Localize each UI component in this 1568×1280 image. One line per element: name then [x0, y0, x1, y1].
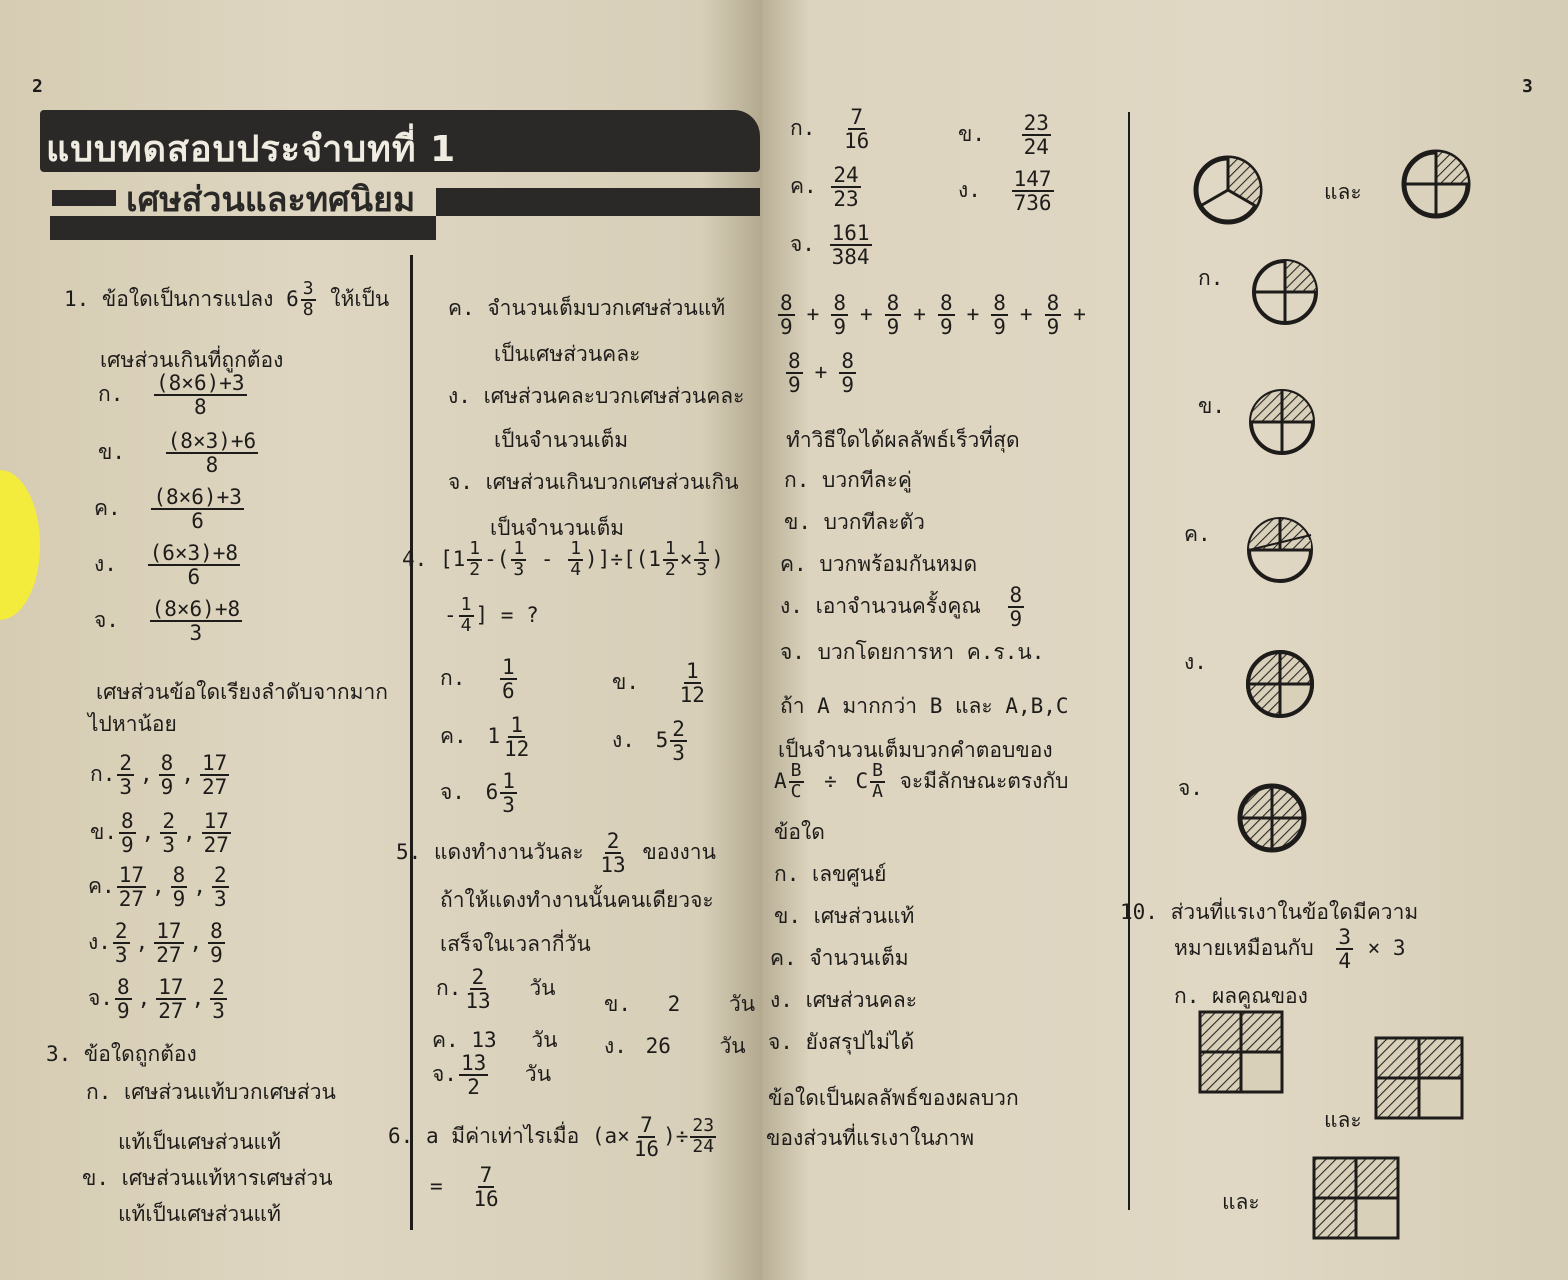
- q1-choice-e: จ. $\frac{(8\times 6)+8}{3}$: [94, 597, 241, 646]
- fraction: $\frac{8}{9}$: [939, 291, 953, 340]
- q2-choice: จ. $\frac{8}{9}$ , $\frac{17}{27}$ , $\frac{2}{3}$: [88, 975, 225, 1024]
- yellow-sticker: [0, 470, 40, 620]
- fraction: $\frac{8}{9}$: [788, 349, 801, 398]
- q8-choice-b: ข. เศษส่วนแท้: [774, 904, 915, 928]
- fraction: $\frac{8}{9}$: [833, 291, 846, 340]
- q8-choice-a: ก. เลขศูนย์: [774, 862, 887, 886]
- fraction: $\frac{8}{9}$: [886, 291, 900, 340]
- q3-stem: 3. ข้อใดถูกต้อง: [46, 1042, 197, 1066]
- q1-stem-line2: เศษส่วนเกินที่ถูกต้อง: [100, 348, 284, 372]
- fraction: $\frac{8}{9}$: [160, 751, 174, 800]
- fraction: $\frac{17}{27}$: [156, 919, 182, 968]
- q6-choice-c: ค. $\frac{24}{23}$: [790, 163, 859, 212]
- fraction: $\frac{2}{3}$: [114, 919, 128, 968]
- q7-choice-b: ข. บวกทีละตัว: [784, 510, 925, 534]
- fraction: $\frac{8}{9}$: [116, 975, 130, 1024]
- fraction: $\frac{17}{27}$: [203, 809, 229, 858]
- q9-circle-choice-d: [1248, 652, 1312, 716]
- q5-choice-a: ก. $\frac{2}{13}$ วัน: [436, 965, 556, 1014]
- plus-sign: +: [966, 302, 980, 327]
- plus-sign: +: [1019, 302, 1033, 327]
- choice-label: ค.: [88, 874, 115, 899]
- plus-sign: +: [859, 302, 873, 327]
- q9-circle-thirds: [1196, 158, 1260, 222]
- q9-and-label: และ: [1324, 180, 1362, 204]
- q1-choice-a: ก. $\frac{(8\times 6)+3}{8}$: [98, 371, 245, 420]
- fraction: $\frac{2}{3}$: [213, 863, 227, 912]
- q10-and-label-1: และ: [1324, 1108, 1362, 1132]
- fraction: $\frac{8}{9}$: [780, 291, 793, 340]
- q3-choice-b-line2: แท้เป็นเศษส่วนแท้: [118, 1202, 281, 1226]
- q6-choice-d: ง. $\frac{147}{736}$: [958, 167, 1052, 216]
- q7-choice-c: ค. บวกพร้อมกันหมด: [780, 552, 978, 576]
- q6-equation: = $\frac{7}{16}$: [430, 1163, 499, 1212]
- q1-choice-d: ง. $\frac{(6\times 3)+8}{6}$: [94, 541, 239, 590]
- q8-choice-c: ค. จำนวนเต็ม: [770, 946, 909, 970]
- q3-choice-c: ค. จำนวนเต็มบวกเศษส่วนแท้: [448, 296, 726, 320]
- q9-choice-b-label: ข.: [1198, 394, 1225, 418]
- fraction: $\frac{17}{27}$: [118, 863, 144, 912]
- q8-stem-line4: ข้อใด: [774, 820, 825, 844]
- q10-square-3: [1314, 1158, 1398, 1238]
- q5-choice-b: ข. 2 วัน: [604, 992, 756, 1016]
- q4-choice-d: ง. 5 $\frac{2}{3}$: [612, 717, 685, 766]
- q6-choice-a: ก. $\frac{7}{16}$: [790, 105, 870, 154]
- q7-choice-d: ง. เอาจำนวนครั้งคูณ $\frac{8}{9}$: [780, 583, 1023, 632]
- q6-choice-e: จ. $\frac{161}{384}$: [790, 221, 870, 270]
- q10-square-1: [1200, 1012, 1282, 1092]
- q2-choice: ก. $\frac{2}{3}$ , $\frac{8}{9}$ , $\frac{17}{27}$: [90, 751, 228, 800]
- choice-label: จ.: [88, 986, 113, 1011]
- q9-choice-d-label: ง.: [1184, 650, 1207, 674]
- fraction: $\frac{8}{9}$: [1046, 291, 1060, 340]
- q3-choice-a-line2: แท้เป็นเศษส่วนแท้: [118, 1130, 281, 1154]
- plus-sign: +: [1073, 302, 1086, 327]
- q5-stem-line2: ถ้าให้แดงทำงานนั้นคนเดียวจะ: [440, 888, 714, 912]
- q4-choice-b: ข. $\frac{1}{12}$: [612, 659, 705, 708]
- q8-expression: A $\frac{B}{C}$ ÷ C $\frac{B}{A}$ จะมีลักษณะตรงกับ: [774, 760, 1069, 802]
- fraction: $\frac{17}{27}$: [158, 975, 184, 1024]
- q8-choice-e: จ. ยังสรุปไม่ได้: [768, 1030, 915, 1054]
- q8-choice-d: ง. เศษส่วนคละ: [770, 988, 918, 1012]
- q10-choice-a: ก. ผลคูณของ: [1174, 984, 1308, 1008]
- q2-choice: ข. $\frac{8}{9}$ , $\frac{2}{3}$ , $\frac{17}{27}$: [90, 809, 229, 858]
- q9-circle-choice-b: [1251, 391, 1313, 453]
- q4-stem-line2: - $\frac{1}{4}$ ] = ?: [444, 594, 539, 636]
- q3-choice-e: จ. เศษส่วนเกินบวกเศษส่วนเกิน: [448, 470, 739, 494]
- chapter-subtitle: เศษส่วนและทศนิยม: [126, 180, 416, 220]
- q1-choice-c: ค. $\frac{(8\times 6)+3}{6}$: [94, 485, 242, 534]
- q4-choice-e: จ. 6 $\frac{1}{3}$: [440, 769, 515, 818]
- q9-circle-choice-e: [1240, 786, 1304, 850]
- fraction: $\frac{8}{9}$: [172, 863, 186, 912]
- choice-label: ง.: [88, 930, 111, 955]
- q4-choice-c: ค. 1 $\frac{1}{12}$: [440, 713, 530, 762]
- q9-circle-choice-a: [1254, 261, 1316, 323]
- fraction: $\frac{2}{3}$: [212, 975, 225, 1024]
- q3-choice-c-line2: เป็นเศษส่วนคละ: [494, 342, 641, 366]
- q6-stem: 6. a มีค่าเท่าไรเมื่อ (a× $\frac{7}{16}$ )÷ $\frac{23}{24}$: [388, 1113, 715, 1162]
- subtitle-bar-left: [52, 190, 116, 206]
- page-number-right: 3: [1522, 76, 1533, 97]
- fraction: $\frac{2}{3}$: [162, 809, 175, 858]
- q7-question: ทำวิธีใดได้ผลลัพธ์เร็วที่สุด: [786, 428, 1020, 452]
- q5-stem-line3: เสร็จในเวลากี่วัน: [440, 932, 591, 956]
- q7-choice-a: ก. บวกทีละคู่: [784, 468, 912, 492]
- q10-square-2: [1376, 1038, 1462, 1118]
- q9-choice-a-label: ก.: [1198, 266, 1224, 290]
- q2-stem-line2: ไปหาน้อย: [88, 712, 177, 736]
- q9-q10-figures: [762, 0, 1568, 1280]
- page-number-left: 2: [32, 76, 43, 97]
- q9-circle-choice-c: [1249, 519, 1311, 581]
- q3-choice-d: ง. เศษส่วนคละบวกเศษส่วนคละ: [448, 384, 745, 408]
- q4-stem: 4. [1 $\frac{1}{2}$ -( $\frac{1}{3}$ - $\frac{1}{4}$ )]÷[(1 $\frac{1}{2}$ × $\frac{1}{3}$ ): [402, 538, 724, 580]
- q10-and-label-2: และ: [1222, 1190, 1260, 1214]
- q9-choice-e-label: จ.: [1178, 776, 1203, 800]
- q1-stem: 1. ข้อใดเป็นการแปลง 6 $\frac{3}{8}$ ให้เป็น: [64, 278, 390, 320]
- q2-choice: ค. $\frac{17}{27}$ , $\frac{8}{9}$ , $\frac{2}{3}$: [88, 863, 227, 912]
- plus-sign: +: [814, 360, 828, 385]
- q9-stem: ข้อใดเป็นผลลัพธ์ของผลบวก: [768, 1086, 1019, 1110]
- fraction: $\frac{8}{9}$: [993, 291, 1006, 340]
- column-divider-left: [410, 255, 413, 1230]
- right-page: [762, 0, 1568, 1280]
- q3-choice-d-line2: เป็นจำนวนเต็ม: [494, 428, 629, 452]
- q3-choice-a: ก. เศษส่วนแท้บวกเศษส่วน: [86, 1080, 336, 1104]
- fraction: $\frac{17}{27}$: [201, 751, 228, 800]
- q5-choice-c: ค. 13 วัน: [432, 1028, 558, 1052]
- q6-choice-b: ข. $\frac{23}{24}$: [958, 111, 1049, 160]
- q4-choice-a: ก. $\frac{1}{6}$: [440, 655, 515, 704]
- q8-stem-line2: เป็นจำนวนเต็มบวกคำตอบของ: [778, 738, 1053, 762]
- fraction: $\frac{8}{9}$: [121, 809, 134, 858]
- fraction: $\frac{8}{9}$: [210, 919, 223, 968]
- q9-stem-line2: ของส่วนที่แรเงาในภาพ: [766, 1126, 975, 1150]
- q1-choice-b: ข. $\frac{(8\times 3)+6}{8}$: [98, 429, 257, 478]
- subtitle-bar-right: [436, 188, 760, 216]
- fraction: $\frac{8}{9}$: [841, 349, 854, 398]
- fraction: $\frac{2}{3}$: [119, 751, 133, 800]
- choice-label: ก.: [90, 762, 116, 787]
- q3-choice-e-line2: เป็นจำนวนเต็ม: [490, 516, 625, 540]
- plus-sign: +: [913, 302, 926, 327]
- left-page: [0, 0, 762, 1280]
- q9-circle-quarters: [1404, 152, 1468, 216]
- chapter-title: แบบทดสอบประจำบทที่ 1: [46, 129, 457, 170]
- q7-choice-e: จ. บวกโดยการหา ค.ร.น.: [780, 640, 1045, 664]
- q8-stem: ถ้า A มากกว่า B และ A,B,C: [780, 694, 1069, 718]
- q5-stem: 5. แดงทำงานวันละ $\frac{2}{13}$ ของงาน: [396, 829, 716, 878]
- q3-choice-b: ข. เศษส่วนแท้หารเศษส่วน: [82, 1166, 333, 1190]
- q2-choice: ง. $\frac{2}{3}$ , $\frac{17}{27}$ , $\frac{8}{9}$: [88, 919, 223, 968]
- choice-label: ข.: [90, 820, 117, 845]
- q10-stem: 10. ส่วนที่แรเงาในข้อใดมีความ: [1120, 900, 1419, 924]
- q5-choice-e: จ. $\frac{13}{2}$ วัน: [432, 1051, 552, 1100]
- plus-sign: +: [806, 302, 820, 327]
- q10-stem-line2: หมายเหมือนกับ $\frac{3}{4}$ × 3: [1174, 925, 1406, 974]
- q2-stem: เศษส่วนข้อใดเรียงลำดับจากมาก: [96, 680, 388, 704]
- q5-choice-d: ง. 26 วัน: [604, 1034, 746, 1058]
- q9-choice-c-label: ค.: [1184, 522, 1211, 546]
